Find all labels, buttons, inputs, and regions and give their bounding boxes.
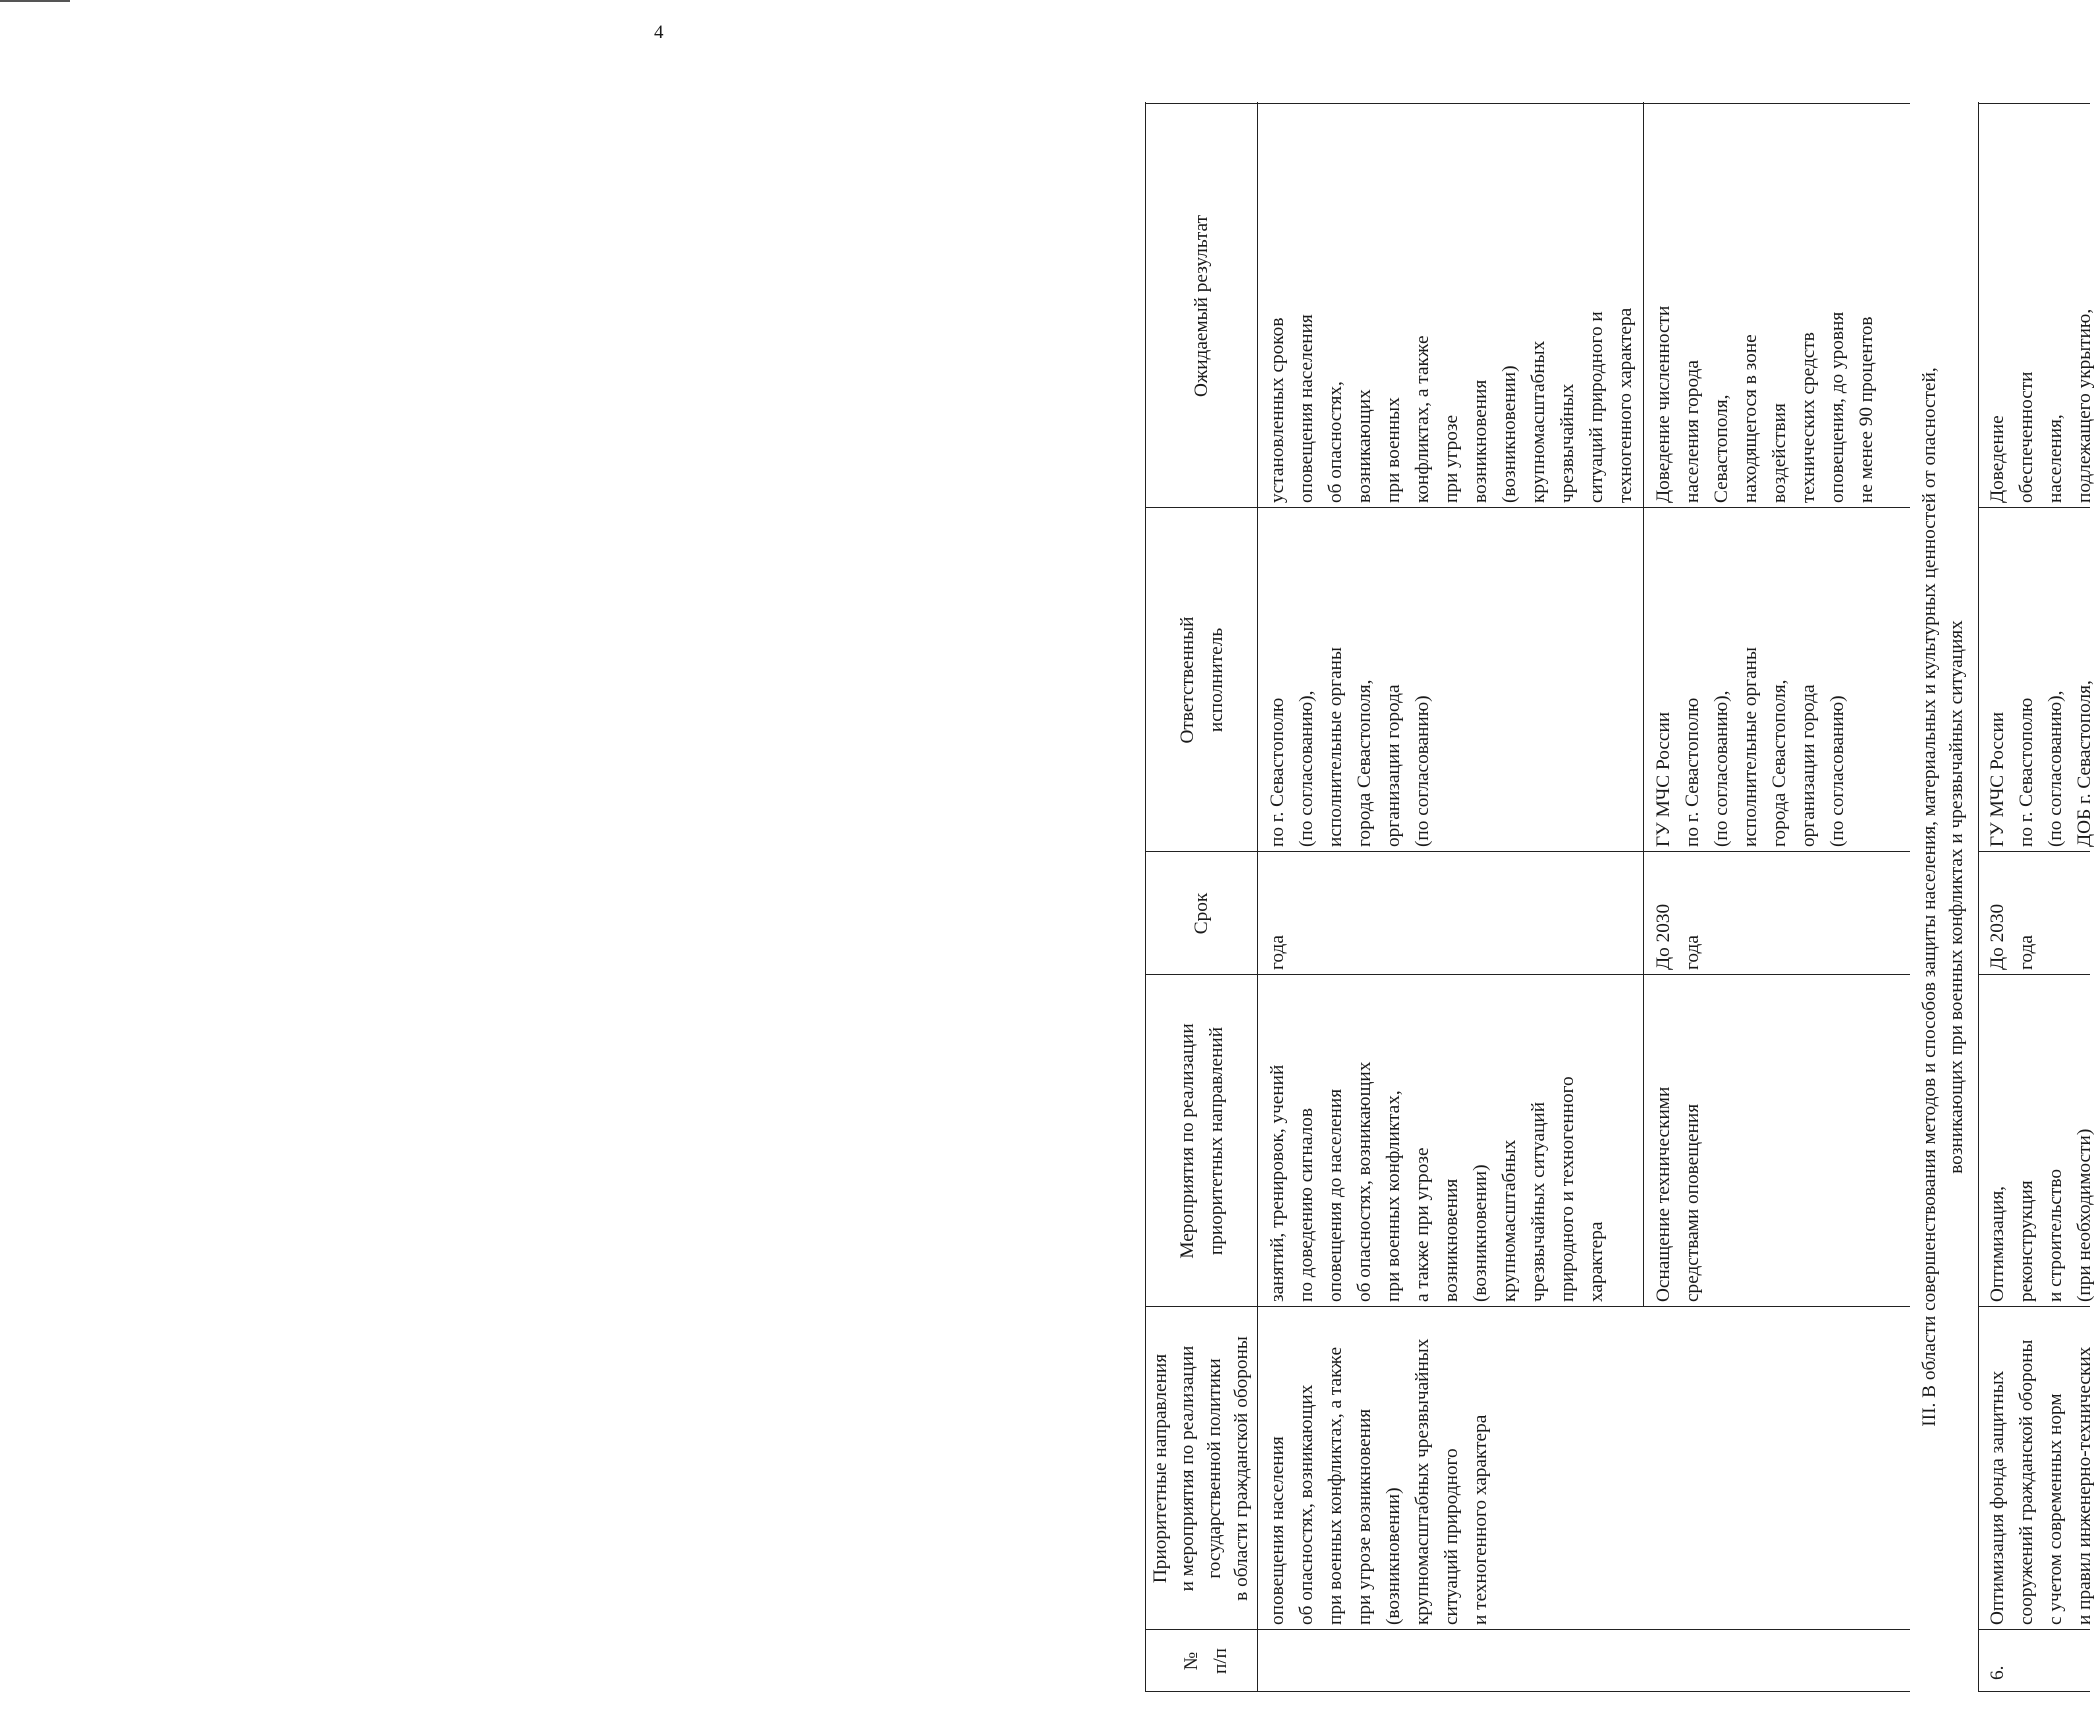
header-measures-line: приоритетных направлений xyxy=(1206,1026,1227,1256)
section-title-line: возникающих при военных конфликтах и чрезвычайных ситуациях xyxy=(1946,620,1967,1174)
header-num-line: № xyxy=(1181,1651,1202,1671)
text-line: подлежащего укрытию, xyxy=(2074,308,2095,503)
text-line: технических средств xyxy=(1798,332,1819,503)
header-direction-line: и мероприятия по реализации xyxy=(1177,1345,1198,1592)
text-line: (возникновении) xyxy=(1383,1487,1404,1625)
text-line: при угрозе возникновения xyxy=(1354,1408,1375,1625)
header-direction-line: в области гражданской обороны xyxy=(1231,1336,1252,1601)
section-title xyxy=(1916,102,1970,1692)
text-line: (при необходимости) xyxy=(2074,1128,2095,1302)
text-line: (возникновении) xyxy=(1499,365,1520,503)
text-line: оповещения, до уровня xyxy=(1827,311,1848,503)
text-line: об опасностях, возникающих xyxy=(1296,1384,1317,1625)
text-line: об опасностях, xyxy=(1325,381,1346,503)
text-line: исполнительные органы xyxy=(1740,647,1761,847)
header-executor-line: исполнитель xyxy=(1206,627,1227,733)
text-line: крупномасштабных чрезвычайных xyxy=(1412,1338,1433,1625)
text-line: и правил инженерно-технических xyxy=(2074,1346,2095,1625)
cell-executor-equipment xyxy=(1649,647,1852,847)
row-line xyxy=(1978,102,1979,1692)
text-line: сооружений гражданской обороны xyxy=(2016,1339,2037,1625)
header-measures-line: Мероприятия по реализации xyxy=(1177,1023,1198,1259)
rotated-table xyxy=(1145,102,2095,1692)
header-direction xyxy=(1145,1307,1255,1630)
cell-executor-6 xyxy=(1983,680,2099,847)
text-line: по г. Севастополю xyxy=(2016,697,2037,847)
text-line: возникновения xyxy=(1470,379,1491,503)
text-line: (по согласованию) xyxy=(1827,695,1848,847)
header-term-line: Срок xyxy=(1191,892,1212,935)
cell-direction-continued xyxy=(1263,1339,1495,1625)
header-direction-line: государственной политики xyxy=(1204,1358,1225,1579)
text-line: исполнительные органы xyxy=(1325,647,1346,847)
text-line: по г. Севастополю xyxy=(1267,697,1288,847)
text-line: чрезвычайных ситуаций xyxy=(1528,1101,1549,1302)
text-line: ГУ МЧС России xyxy=(1653,711,1674,847)
cell-measures-6 xyxy=(1983,1129,2099,1302)
cell-result-continued xyxy=(1263,308,1640,503)
text-line: Оснащение техническими xyxy=(1653,1086,1674,1302)
cell-measures-equipment xyxy=(1649,1087,1707,1302)
text-line: при угрозе xyxy=(1441,414,1462,503)
text-line: об опасностях, возникающих xyxy=(1354,1061,1375,1302)
text-line: возникающих xyxy=(1354,389,1375,503)
text-line: 6. xyxy=(1987,1665,2008,1680)
text-line: года xyxy=(1267,935,1288,970)
cell-direction-6 xyxy=(1983,1340,2099,1626)
cell-measures-continued xyxy=(1263,1062,1611,1302)
text-line: (по согласованию), xyxy=(1711,690,1732,847)
text-line: Доведение xyxy=(1987,415,2008,503)
header-direction-line: Приоритетные направления xyxy=(1150,1353,1171,1584)
cell-term-6 xyxy=(1983,904,2041,970)
cell-result-equipment xyxy=(1649,306,1881,503)
text-line: населения, xyxy=(2045,414,2066,503)
header-num xyxy=(1177,1630,1235,1692)
page-number: 4 xyxy=(654,22,664,43)
row-line xyxy=(1643,102,1644,1307)
cell-executor-continued xyxy=(1263,647,1437,847)
text-line: при военных конфликтах, а также xyxy=(1325,1346,1346,1625)
header-executor xyxy=(1173,508,1231,852)
text-line: До 2030 xyxy=(1653,903,1674,970)
text-line: Оптимизация фонда защитных xyxy=(1987,1370,2008,1625)
text-line: ГУ МЧС России xyxy=(1987,711,2008,847)
text-line: оповещения населения xyxy=(1267,1436,1288,1625)
text-line: (по согласованию), xyxy=(2045,690,2066,847)
cell-term-continued xyxy=(1263,935,1292,970)
text-line: (по согласованию) xyxy=(1412,695,1433,847)
text-line: по доведению сигналов xyxy=(1296,1108,1317,1302)
text-line: конфликтах, а также xyxy=(1412,335,1433,503)
text-line: оповещения до населения xyxy=(1325,1088,1346,1302)
cell-result-6 xyxy=(1983,309,2099,503)
text-line: обеспеченности xyxy=(2016,371,2037,503)
header-measures xyxy=(1173,975,1231,1307)
header-executor-line: Ответственный xyxy=(1177,616,1198,744)
cell-num-6 xyxy=(1983,1666,2012,1680)
text-line: чрезвычайных xyxy=(1557,383,1578,503)
text-line: установленных сроков xyxy=(1267,317,1288,503)
text-line: До 2030 xyxy=(1987,903,2008,970)
text-line: ситуаций природного и xyxy=(1586,311,1607,503)
text-line: воздействия xyxy=(1769,403,1790,503)
text-line: при военных конфликтах, xyxy=(1383,1090,1404,1302)
text-line: года xyxy=(2016,935,2037,970)
text-line: характера xyxy=(1586,1221,1607,1302)
text-line: при военных xyxy=(1383,397,1404,503)
header-num-line: п/п xyxy=(1210,1648,1231,1674)
text-line: а также при угрозе xyxy=(1412,1147,1433,1302)
text-line: организации города xyxy=(1798,684,1819,847)
text-line: (возникновении) xyxy=(1470,1164,1491,1302)
header-result-line: Ожидаемый результат xyxy=(1191,214,1212,398)
text-line: года xyxy=(1682,935,1703,970)
text-line: населения города xyxy=(1682,360,1703,503)
text-line: природного и техногенного xyxy=(1557,1076,1578,1302)
text-line: занятий, тренировок, учений xyxy=(1267,1064,1288,1302)
header-term xyxy=(1187,852,1216,975)
scan-edge-mark xyxy=(0,0,70,2)
text-line: не менее 90 процентов xyxy=(1856,316,1877,503)
text-line: (по согласованию), xyxy=(1296,690,1317,847)
text-line: с учетом современных норм xyxy=(2045,1393,2066,1625)
section-title-line: III. В области совершенствования методов и способов защиты населения, материальных и культурных ценностей от опасностей, xyxy=(1919,367,1940,1427)
text-line: реконструкция xyxy=(2016,1180,2037,1302)
cell-term-equipment xyxy=(1649,904,1707,970)
text-line: ДОБ г. Севастополя, xyxy=(2074,680,2095,847)
text-line: города Севастополя, xyxy=(1354,679,1375,847)
text-line: организации города xyxy=(1383,684,1404,847)
text-line: ситуаций природного xyxy=(1441,1448,1462,1625)
text-line: техногенного характера xyxy=(1615,307,1636,503)
text-line: города Севастополя, xyxy=(1769,679,1790,847)
row-line xyxy=(1257,102,1258,1692)
text-line: крупномасштабных xyxy=(1528,340,1549,503)
text-line: крупномасштабных xyxy=(1499,1139,1520,1302)
text-line: находящегося в зоне xyxy=(1740,334,1761,503)
text-line: оповещения населения xyxy=(1296,314,1317,503)
text-line: и строительство xyxy=(2045,1169,2066,1302)
header-result xyxy=(1187,104,1216,508)
text-line: Оптимизация, xyxy=(1987,1185,2008,1302)
text-line: Севастополя, xyxy=(1711,394,1732,503)
text-line: по г. Севастополю xyxy=(1682,697,1703,847)
text-line: возникновения xyxy=(1441,1178,1462,1302)
text-line: и техногенного характера xyxy=(1470,1414,1491,1625)
text-line: Доведение численности xyxy=(1653,305,1674,503)
text-line: средствами оповещения xyxy=(1682,1103,1703,1302)
